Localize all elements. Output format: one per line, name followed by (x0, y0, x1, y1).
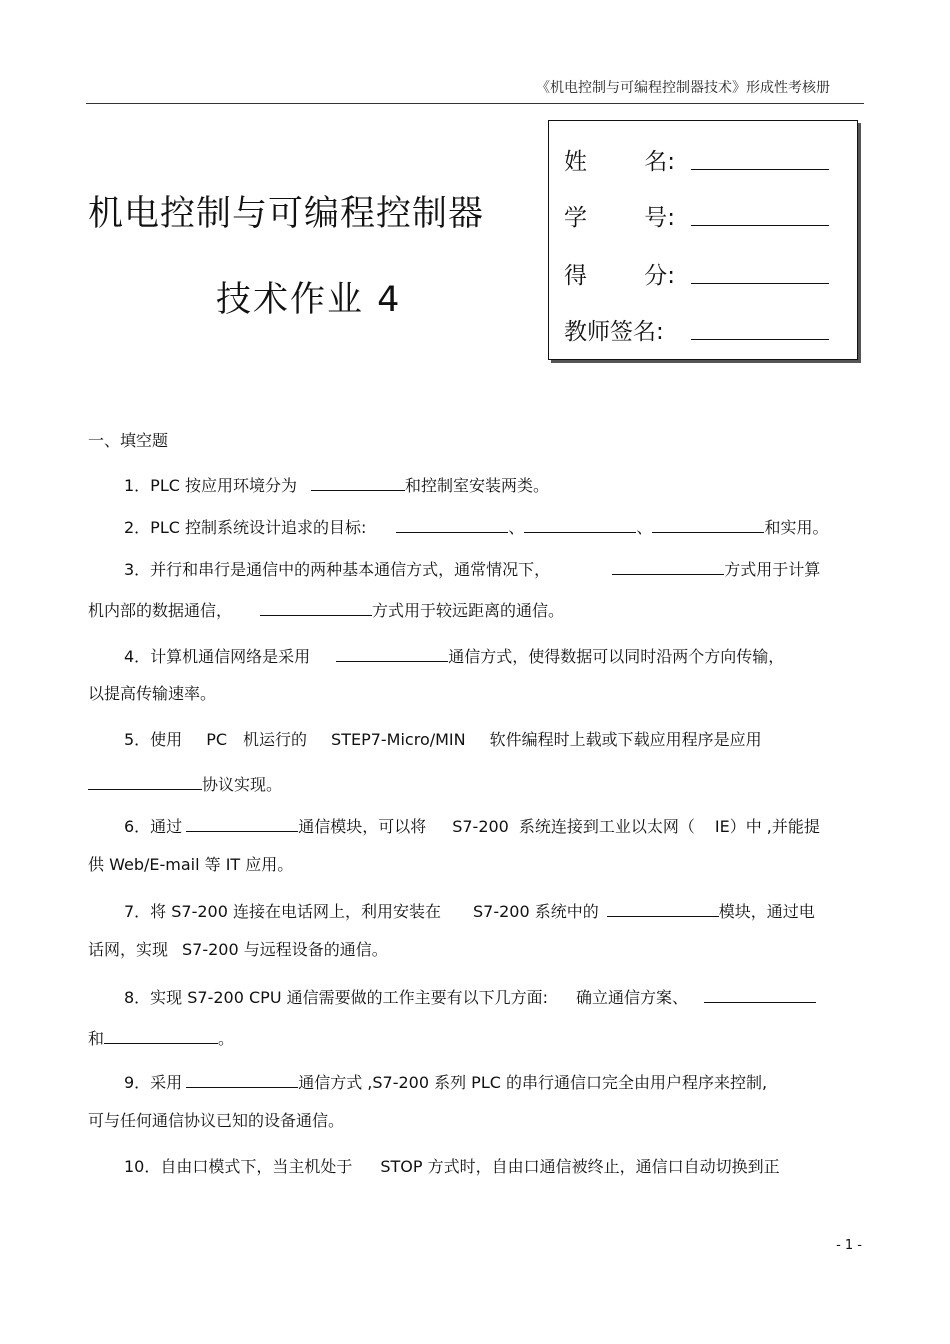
answer-blank[interactable] (260, 601, 372, 616)
question-4: 4．计算机通信网络是采用 通信方式，使得数据可以同时沿两个方向传输， (124, 647, 785, 666)
student-id-label: 学 号: (564, 205, 675, 231)
question-8-cont: 和 。 (88, 1029, 235, 1048)
name-field[interactable] (691, 169, 829, 170)
student-id-field[interactable] (691, 225, 829, 226)
answer-blank[interactable] (311, 476, 405, 491)
teacher-row (564, 313, 675, 346)
question-9-cont: 可与任何通信协议已知的设备通信。 (88, 1111, 345, 1130)
question-3-cont: 机内部的数据通信， 方式用于较远距离的通信。 (88, 601, 565, 620)
score-row (564, 257, 675, 290)
question-2: 2．PLC 控制系统设计追求的目标: 、 、 和实用。 (124, 518, 829, 537)
name-label: 姓 名: (564, 149, 675, 175)
score-field[interactable] (691, 283, 829, 284)
document-subtitle: 技术作业 4 (216, 280, 402, 320)
answer-blank[interactable] (652, 518, 764, 533)
answer-blank[interactable] (524, 518, 636, 533)
question-3: 3．并行和串行是通信中的两种基本通信方式，通常情况下， 方式用于计算 (124, 560, 821, 579)
answer-blank[interactable] (186, 817, 298, 832)
answer-blank[interactable] (396, 518, 508, 533)
question-1: 1．PLC 按应用环境分为 和控制室安装两类。 (124, 476, 550, 495)
question-9: 9．采用 通信方式 ,S7-200 系列 PLC 的串行通信口完全由用户程序来控制, (124, 1073, 768, 1092)
question-7-cont: 话网，实现 S7-200 与远程设备的通信。 (88, 940, 388, 959)
question-4-cont: 以提高传输速率。 (88, 684, 217, 703)
page-number: - 1 - (836, 1238, 862, 1253)
header-divider (86, 103, 864, 104)
question-8: 8．实现 S7-200 CPU 通信需要做的工作主要有以下几方面: 确立通信方案、 (124, 988, 816, 1006)
name-row (564, 143, 675, 176)
answer-blank[interactable] (607, 902, 719, 917)
question-6-cont: 供 Web/E-mail 等 IT 应用。 (88, 855, 294, 874)
teacher-signature-label: 教师签名: (564, 319, 664, 345)
answer-blank[interactable] (186, 1073, 298, 1088)
answer-blank[interactable] (336, 647, 448, 662)
running-header: 《机电控制与可编程控制器技术》形成性考核册 (536, 80, 830, 96)
answer-blank[interactable] (88, 775, 202, 790)
question-7: 7．将 S7-200 连接在电话网上，利用安装在 S7-200 系统中的 模块，通过电 (124, 902, 815, 921)
question-5-cont: 协议实现。 (88, 775, 282, 793)
answer-blank[interactable] (704, 988, 816, 1003)
score-label: 得 分: (564, 263, 675, 289)
question-6: 6．通过 通信模块，可以将 S7-200 系统连接到工业以太网（ IE）中 ,并能提 (124, 817, 820, 836)
document-title: 机电控制与可编程控制器 (88, 194, 485, 234)
question-10: 10．自由口模式下，当主机处于 STOP 方式时，自由口通信被终止，通信口自动切换到正 (124, 1157, 780, 1176)
answer-blank[interactable] (104, 1029, 218, 1044)
student-id-row (564, 199, 675, 232)
answer-blank[interactable] (612, 560, 724, 575)
student-info-box (548, 120, 858, 360)
section-heading: 一、填空题 (88, 431, 169, 450)
question-5: 5．使用 PC 机运行的 STEP7-Micro/MIN 软件编程时上载或下载应用程序是应用 (124, 730, 762, 749)
teacher-signature-field[interactable] (691, 339, 829, 340)
